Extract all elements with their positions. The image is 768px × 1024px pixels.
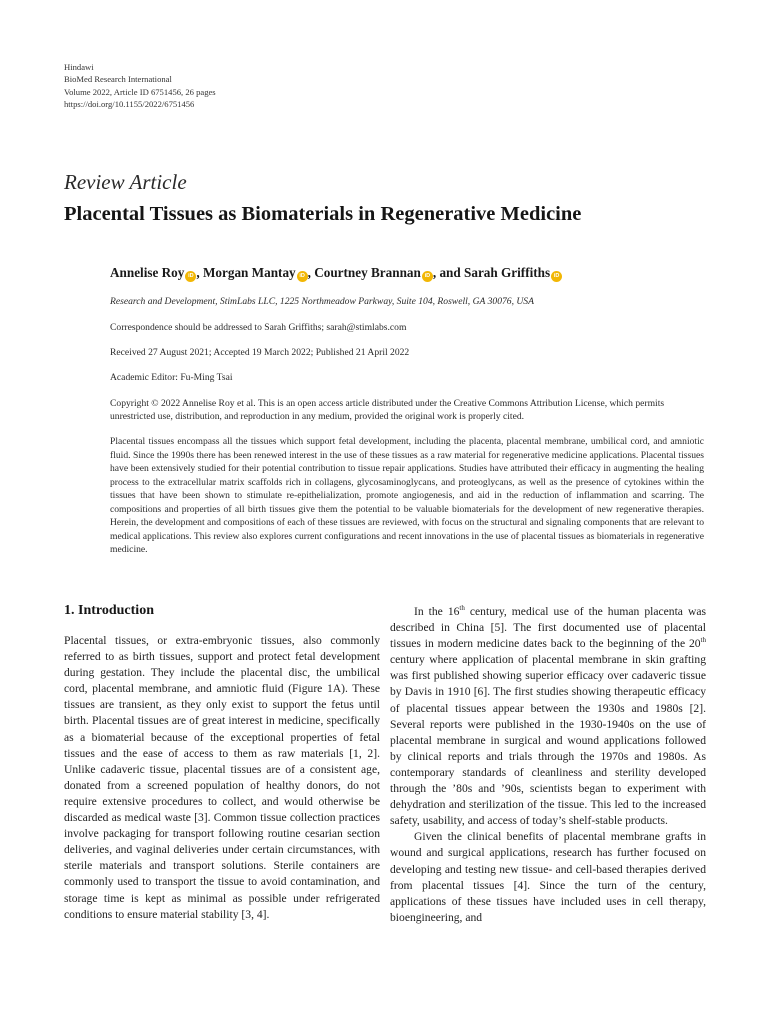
author-name[interactable]: Morgan Mantay: [202, 265, 296, 280]
orcid-icon[interactable]: iD: [551, 271, 562, 282]
right-column: [390, 604, 706, 926]
journal-header: [64, 61, 216, 111]
author-list: [110, 265, 562, 282]
text-run: century, medical use of the human placenta was described in China [5]. The first documented use of placental tissues in modern medicine dates back to the beginning of the 20: [390, 605, 706, 651]
superscript: th: [459, 604, 465, 613]
author-separator: , and: [432, 265, 465, 280]
abstract: Placental tissues encompass all the tissues which support fetal development, including the placenta, placental membrane, umbilical cord, and amniotic fluid. Since the 1990s there has been renewed interest in the use of these tissues as a raw material for regenerative medicine applications. Placental tissues have been extensively studied for their potential contribution to tissue repair applications. Studies have attributed their efficacy in augmenting the healing process to the extracellular matrix scaffolds rich in collagens, glycosaminoglycans, and proteoglycans, as well as the presence of cytokines within the tissues that have been shown to stimulate re-epithelialization, promote angiogenesis, and aid in the reduction of inflammation and scarring. The compositions and properties of all birth tissues give them the potential to be valuable biomaterials for the development of new regenerative therapies. Herein, the development and compositions of each of these tissues are reviewed, with focus on the structural and signaling components that are relevant to medical applications. This review also explores current configurations and recent innovations in the use of placental tissues as biomaterials in regenerative medicine.: [110, 436, 704, 556]
publisher-name: Hindawi: [64, 62, 94, 72]
publication-dates: Received 27 August 2021; Accepted 19 March 2022; Published 21 April 2022: [110, 347, 410, 358]
orcid-icon[interactable]: iD: [185, 271, 196, 282]
author-name[interactable]: Sarah Griffiths: [464, 265, 551, 280]
text-run: century where application of placental membrane in skin grafting was first published showing superior efficacy over cadaveric tissue by Davis in 1910 [6]. The first studies showing therapeutic efficacy of placental tissues appear between the 1930s and 1980s [2]. Several reports were published in the 1930-1940s on the use of placental membrane in surgical and wound applications followed by clinical reports and trials through the 1970s and 1980s. As contemporary standards of cleanliness and sterility developed through the ’80s and ’90s, scientists began to experiment with dehydration and sterilization of the tissue. This led to the increased safety, usability, and access of today’s shelf-stable products.: [390, 653, 706, 828]
article-title: Placental Tissues as Biomaterials in Regenerative Medicine: [64, 203, 582, 225]
correspondence: Correspondence should be addressed to Sarah Griffiths; sarah@stimlabs.com: [110, 322, 407, 333]
article-type: Review Article: [64, 170, 187, 194]
volume-line: Volume 2022, Article ID 6751456, 26 pages: [64, 86, 216, 97]
body-paragraph: [390, 604, 706, 829]
body-paragraph: Given the clinical benefits of placental membrane grafts in wound and surgical applications, research has further focused on developing and testing new tissue- and cell-based therapies derived from placental tissues [4]. Since the turn of the century, applications of these tissues have included uses in cell therapy, bioengineering, and: [390, 830, 706, 924]
orcid-icon[interactable]: iD: [422, 271, 433, 282]
affiliation: Research and Development, StimLabs LLC, 1225 Northmeadow Parkway, Suite 104, Roswell, GA 30076, USA: [110, 296, 534, 307]
academic-editor: Academic Editor: Fu-Ming Tsai: [110, 372, 233, 383]
author-separator: ,: [196, 265, 203, 280]
journal-name: BioMed Research International: [64, 74, 172, 85]
text-run: In the 16: [414, 605, 460, 618]
section-heading: 1. Introduction: [64, 603, 154, 618]
doi-link[interactable]: https://doi.org/10.1155/2022/6751456: [64, 99, 195, 110]
body-paragraph: Placental tissues, or extra-embryonic tissues, also commonly referred to as birth tissues, support and protect fetal development during gestation. They include the placental disc, the umbilical cord, placental membrane, and amniotic fluid (Figure 1A). These tissues are transient, as they only exist to support the fetus until birth. Placental tissues are of great interest in medicine, specifically as a biomaterial because of the exceptional properties of fetal tissues and the ease of access to them as raw materials [1, 2]. Unlike cadaveric tissue, placental tissues are of a consistent age, donated from a screened population of healthy donors, do not require extensive procedures to collect, and would otherwise be discarded as medical waste [3]. Common tissue collection practices involve packaging for transport following routine cesarian section deliveries, and vaginal deliveries under certain circumstances, with sterile materials and transport solutions. Sterile containers are commonly used to transport the tissue to avoid contamination, and storage time is kept as minimal as possible under refrigerated conditions to ensure material stability [3, 4].: [64, 634, 380, 921]
copyright-notice: Copyright © 2022 Annelise Roy et al. This is an open access article distributed under the Creative Commons Attribution License, which permits unrestricted use, distribution, and reproduction in any medium, provided the original work is properly cited.: [110, 398, 665, 422]
left-column: [64, 633, 380, 923]
orcid-icon[interactable]: iD: [297, 271, 308, 282]
superscript: th: [700, 636, 706, 645]
author-name[interactable]: Courtney Brannan: [314, 265, 421, 280]
author-name[interactable]: Annelise Roy: [110, 265, 185, 280]
author-separator: ,: [307, 265, 315, 280]
